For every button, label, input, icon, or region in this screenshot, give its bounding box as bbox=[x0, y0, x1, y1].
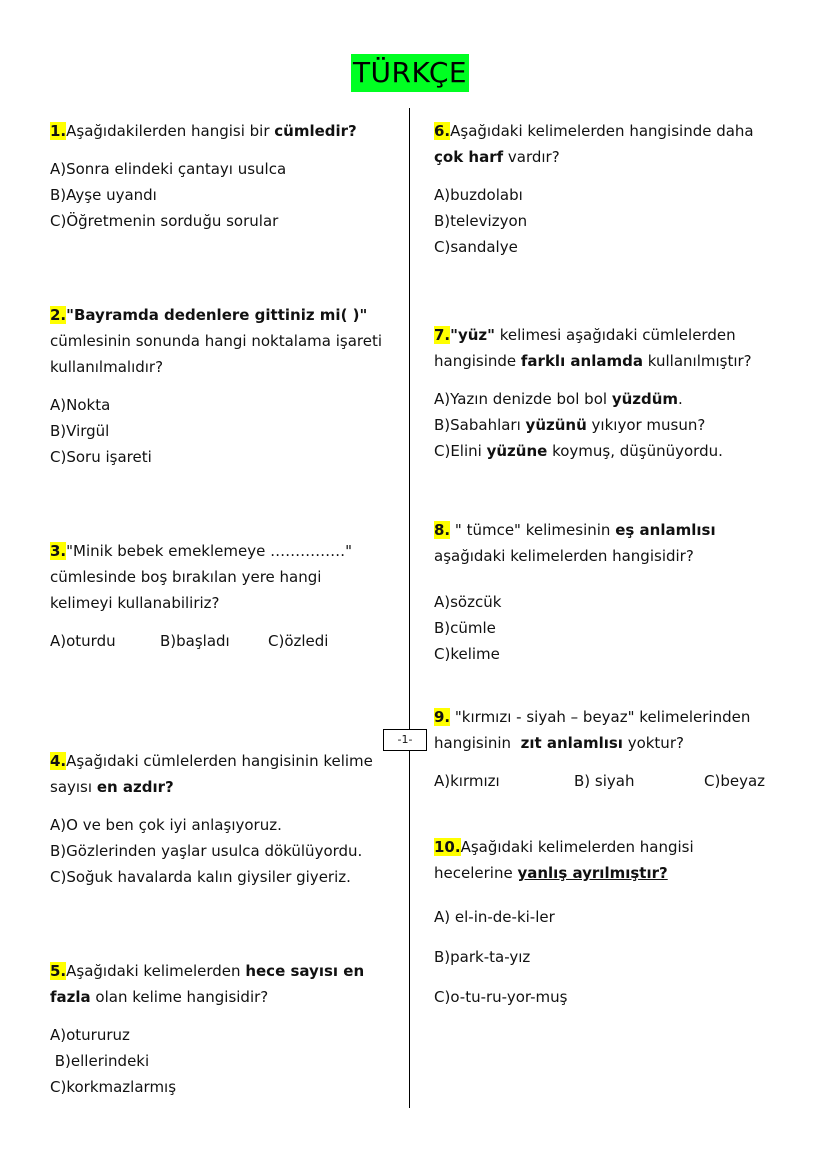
option-b[interactable]: B)cümle bbox=[434, 619, 496, 637]
options bbox=[50, 156, 400, 234]
options bbox=[434, 768, 794, 794]
question-5 bbox=[50, 958, 405, 1100]
option-b[interactable]: B)ellerindeki bbox=[50, 1052, 150, 1070]
options bbox=[50, 1022, 405, 1100]
question-8 bbox=[434, 517, 794, 667]
option-a[interactable]: A)Sonra elindeki çantayı usulca bbox=[50, 160, 287, 178]
option-a[interactable]: A)oturdu bbox=[50, 632, 116, 650]
options bbox=[434, 386, 794, 464]
question-number: 4. bbox=[50, 752, 67, 770]
question-text: Aşağıdaki kelimelerden hangisinde daha bbox=[450, 122, 754, 140]
question-keyword: "yüz" bbox=[450, 326, 495, 344]
option-c[interactable]: C)özledi bbox=[268, 632, 329, 650]
question-text: " tümce" kelimesinin bbox=[450, 521, 616, 539]
option-c[interactable]: C)Soru işareti bbox=[50, 448, 152, 466]
question-text: "kırmızı - siyah – beyaz" kelimelerinden bbox=[450, 708, 751, 726]
options bbox=[434, 589, 794, 667]
option-b[interactable]: B)Sabahları yüzünü yıkıyor musun? bbox=[434, 416, 706, 434]
question-text: olan kelime hangisidir? bbox=[90, 988, 269, 1006]
option-a[interactable]: A)buzdolabı bbox=[434, 186, 523, 204]
option-b[interactable]: B)park-ta-yız bbox=[434, 948, 531, 966]
question-number: 7. bbox=[434, 326, 451, 344]
options bbox=[50, 628, 405, 654]
options bbox=[434, 904, 794, 1010]
page-number: -1- bbox=[383, 729, 427, 751]
option-a[interactable]: A)otururuz bbox=[50, 1026, 130, 1044]
question-text: yoktur? bbox=[622, 734, 684, 752]
option-a[interactable]: A)sözcük bbox=[434, 593, 502, 611]
question-text: hangisinde bbox=[434, 352, 521, 370]
option-a[interactable]: A)Nokta bbox=[50, 396, 111, 414]
question-text: cümlesinin sonunda hangi noktalama işareti bbox=[50, 332, 383, 350]
question-text: Aşağıdakilerden hangisi bir bbox=[66, 122, 275, 140]
question-keyword: eş anlamlısı bbox=[615, 521, 716, 539]
question-text: vardır? bbox=[503, 148, 560, 166]
option-c[interactable]: C)Elini yüzüne koymuş, düşünüyordu. bbox=[434, 442, 723, 460]
question-number: 3. bbox=[50, 542, 67, 560]
question-text: kelimesi aşağıdaki cümlelerden bbox=[494, 326, 736, 344]
question-text: kelimeyi kullanabiliriz? bbox=[50, 594, 220, 612]
option-b[interactable]: B)televizyon bbox=[434, 212, 528, 230]
question-number: 5. bbox=[50, 962, 67, 980]
question-text: Aşağıdaki cümlelerden hangisinin kelime bbox=[66, 752, 373, 770]
question-number: 2. bbox=[50, 306, 67, 324]
option-c[interactable]: C)o-tu-ru-yor-muş bbox=[434, 988, 568, 1006]
question-keyword: cümledir? bbox=[274, 122, 357, 140]
question-text: hangisinin bbox=[434, 734, 521, 752]
option-c[interactable]: C)Soğuk havalarda kalın giysiler giyeriz. bbox=[50, 868, 351, 886]
question-text: hecelerine bbox=[434, 864, 518, 882]
option-c[interactable]: C)Öğretmenin sorduğu sorular bbox=[50, 212, 279, 230]
question-keyword: farklı anlamda bbox=[520, 352, 643, 370]
question-number: 8. bbox=[434, 521, 451, 539]
question-number: 9. bbox=[434, 708, 451, 726]
option-b[interactable]: B) siyah bbox=[574, 772, 635, 790]
option-c[interactable]: C)sandalye bbox=[434, 238, 518, 256]
question-text: Aşağıdaki kelimelerden bbox=[66, 962, 246, 980]
option-b[interactable]: B)Ayşe uyandı bbox=[50, 186, 157, 204]
option-c[interactable]: C)korkmazlarmış bbox=[50, 1078, 177, 1096]
question-10 bbox=[434, 834, 794, 1024]
question-text: sayısı bbox=[50, 778, 97, 796]
question-number: 6. bbox=[434, 122, 451, 140]
option-c[interactable]: C)kelime bbox=[434, 645, 500, 663]
option-a[interactable]: A) el-in-de-ki-ler bbox=[434, 908, 555, 926]
option-c[interactable]: C)beyaz bbox=[704, 772, 766, 790]
option-a[interactable]: A)O ve ben çok iyi anlaşıyoruz. bbox=[50, 816, 282, 834]
option-b[interactable]: B)başladı bbox=[160, 632, 230, 650]
question-text: kullanılmıştır? bbox=[643, 352, 752, 370]
question-keyword: zıt anlamlısı bbox=[520, 734, 623, 752]
question-9 bbox=[434, 704, 794, 794]
question-keyword: yanlış ayrılmıştır? bbox=[517, 864, 668, 882]
question-keyword: çok harf bbox=[434, 148, 504, 166]
question-6 bbox=[434, 118, 784, 260]
options bbox=[434, 182, 784, 260]
option-a[interactable]: A)Yazın denizde bol bol yüzdüm. bbox=[434, 390, 683, 408]
option-a[interactable]: A)kırmızı bbox=[434, 772, 500, 790]
question-keyword: hece sayısı en bbox=[245, 962, 365, 980]
question-keyword: en azdır? bbox=[96, 778, 174, 796]
question-2 bbox=[50, 302, 405, 470]
question-text: cümlesinde boş bırakılan yere hangi bbox=[50, 568, 322, 586]
question-text: aşağıdaki kelimelerden hangisidir? bbox=[434, 547, 694, 565]
question-1 bbox=[50, 118, 400, 234]
page-title: TÜRKÇE bbox=[351, 54, 469, 92]
question-number: 1. bbox=[50, 122, 67, 140]
column-divider bbox=[409, 108, 410, 1108]
question-text: Aşağıdaki kelimelerden hangisi bbox=[460, 838, 694, 856]
option-b[interactable]: B)Virgül bbox=[50, 422, 110, 440]
question-7 bbox=[434, 322, 794, 464]
question-keyword: "Bayramda dedenlere gittiniz mi( )" bbox=[66, 306, 368, 324]
question-4 bbox=[50, 748, 405, 890]
question-keyword: fazla bbox=[50, 988, 91, 1006]
question-text: kullanılmalıdır? bbox=[50, 358, 164, 376]
question-3 bbox=[50, 538, 405, 654]
question-text: "Minik bebek emeklemeye ……………" bbox=[66, 542, 352, 560]
option-b[interactable]: B)Gözlerinden yaşlar usulca dökülüyordu. bbox=[50, 842, 363, 860]
options bbox=[50, 812, 405, 890]
options bbox=[50, 392, 405, 470]
question-number: 10. bbox=[434, 838, 461, 856]
